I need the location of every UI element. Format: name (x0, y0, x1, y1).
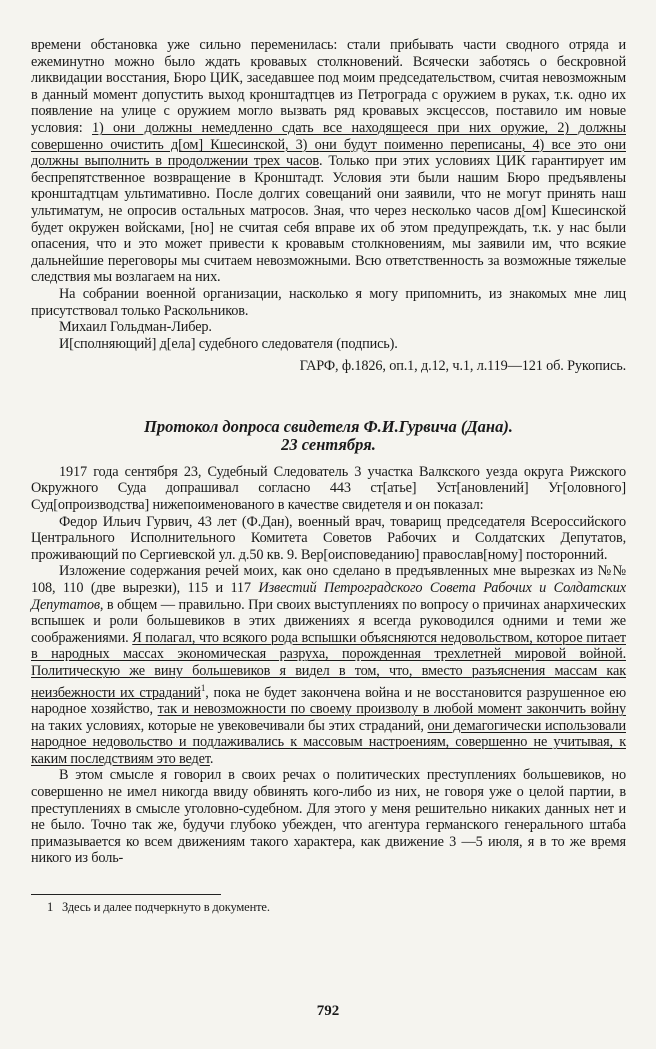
underlined-text: так и невозможности по своему произволу в любой момент закончить войну (157, 700, 626, 717)
underlined-text: они демагогически использовали народное недовольство и подлаживались к массовым настроениям, совершенно не учитывая, к каким последствиям это ведет (31, 717, 626, 767)
text-run: на таких условиях, которые не увековечивали бы этих страданий, (31, 717, 428, 734)
text-run: времени обстановка уже сильно переменилась: стали прибывать части сводного отряда и ежеминутно можно было ждать кровавых столкновений. Всячески заботясь о бескровной ликвидации восстания, Бюро ЦИК, заседавшее под моим председательством, считая невозможным в данный момент допустить выход кронштадтцев из Петрограда с оружием в руках, т.к. одно их появление на улице с оружием могло вызвать ряд кровавых эксцессов, поставило им новые условия: (31, 37, 626, 136)
paragraph-testimony-end (31, 37, 626, 286)
text-run: Изложение содержания речей моих, как оно сделано в предъявленных мне вырезках из №№ 108, 110 (две вырезки), 115 и 117 (31, 563, 626, 597)
heading-title: Протокол допроса свидетеля Ф.И.Гурвича (Дана). (144, 416, 513, 436)
text-run: , в общем — правильно. При своих выступлениях по вопросу о причинах анархических вспышек и роли большевиков в этих движениях я всегда руководился одними и теми же соображениями. (31, 596, 626, 646)
footnote-reference: 1 (200, 682, 206, 693)
footnote-divider (31, 894, 221, 895)
text-run: . Только при этих условиях ЦИК гарантирует им беспрепятственное возвращение в Кронштадт. Условия эти были нашим Бюро предъявлены кронштадтцам ультимативно. После долгих совещаний они заявили, что не могут принять наш ультиматум, не опросив остальных матросов. Зная, что через несколько часов д[ом] Кшесинской будет окружен войсками, [но] не считая себя вправе их об этом предупреждать, т.к. у нас были опасения, что и это может привести к кровавым столкновениям, мы заявили им, что всякие дальнейшие переговоры мы считаем невозможными. Всю ответственность за возможные тяжелые следствия мы возлагаем на них. (31, 153, 626, 286)
underlined-conditions: 1) они должны немедленно сдать все находящееся при них оружие, 2) должны совершенно очистить д[ом] Кшесинской, 3) они будут поименно переписаны, 4) все это они должны выполнить в продолжении трех часов (31, 119, 626, 170)
underlined-text: Я полагал, что всякого рода вспышки объясняются недовольством, которое питает в народных массах экономическая разруха, порожденная трехлетней мировой войной. Политическую же вину большевиков я видел в том, что, вместо разъяснения массам как неизбежности их страданий (31, 629, 626, 701)
signature-investigator: И[сполняющий] д[ела] судебного следователя (подпись). (59, 335, 398, 352)
signature-goldman-liber: Михаил Гольдман-Либер. (59, 319, 212, 336)
newspaper-title: Известий Петроградского Совета Рабочих и Солдатских Депутатов (31, 580, 626, 613)
paragraph-military-organization: На собрании военной организации, насколько я могу припомнить, из знакомых мне лиц присутствовал только Раскольников. (31, 285, 626, 319)
text-run: . (209, 750, 214, 767)
text-run: , пока не будет закончена война и не восстановится разрушенное ею народное хозяйство, (31, 684, 626, 717)
footnote-number: 1 (47, 899, 54, 914)
footnote (31, 900, 626, 915)
paragraph-speech-statement (31, 563, 626, 767)
paragraph-political-crimes: В этом смысле я говорил в своих речах о политических преступлениях большевиков, но совершенно не имел никогда ввиду обвинять кого-либо из них, не говоря уже о целой партии, в преступлениях в смысле уголовно-судебном. Для этого у меня решительно никаких данных нет и не было. Точно так же, будучи глубоко убежден, что агентура германского генерального штаба примазывается ко всем движениям такого характера, как движение 3 —5 июля, я в то же время никого из боль- (31, 767, 626, 867)
footnote-text: Здесь и далее подчеркнуто в документе. (62, 899, 270, 914)
paragraph-protocol-intro: 1917 года сентября 23, Судебный Следователь 3 участка Валкского уезда округа Рижского Окружного Суда допрашивал согласно 443 ст[атье] Уст[ановлений] Уг[оловного] Суд[опроизводства] нижепоименованого в качестве свидетеля и он показал: (31, 463, 626, 514)
paragraph-witness-identity: Федор Ильич Гурвич, 43 лет (Ф.Дан), военный врач, товарищ председателя Всероссийского Центрального Исполнительного Комитета Советов Рабочих и Солдатских Депутатов, проживающий по Сергиевской ул. д.50 кв. 9. Вер[оисповеданию] православ[ному] посторонний. (31, 513, 626, 563)
page-number: 792 (316, 1003, 340, 1019)
page-content (31, 37, 626, 915)
archive-source: ГАРФ, ф.1826, оп.1, д.12, ч.1, л.119—121 об. Рукопись. (299, 358, 626, 375)
heading-date: 23 сентября. (281, 434, 376, 454)
document-heading (31, 418, 626, 454)
